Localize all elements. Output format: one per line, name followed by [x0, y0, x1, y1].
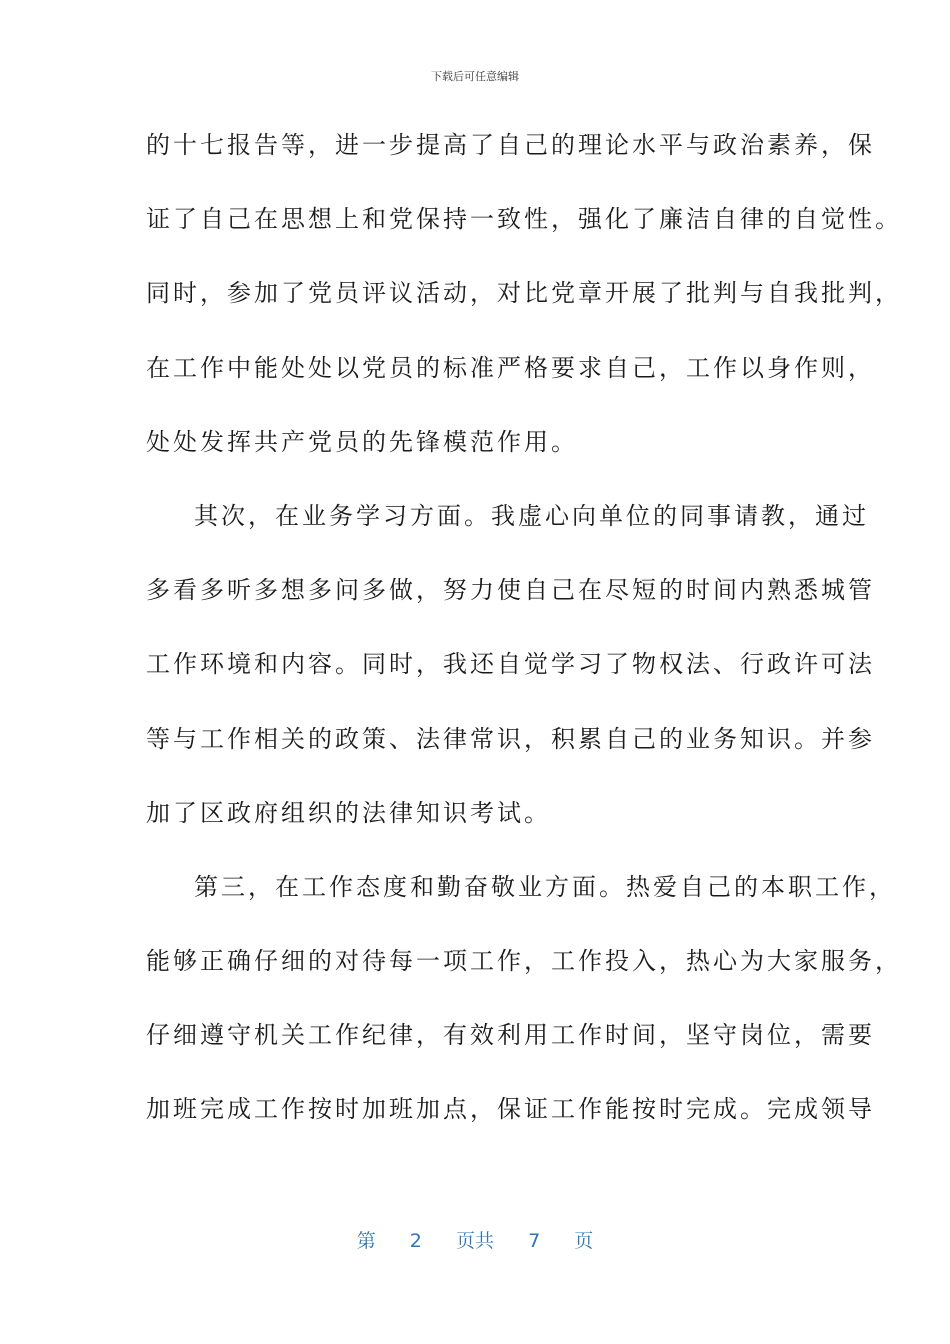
- total-pages-number: 7: [528, 1230, 541, 1252]
- text-line: 第三，在工作态度和勤奋敬业方面。热爱自己的本职工作，: [194, 872, 896, 901]
- text-line: 其次，在业务学习方面。我虚心向单位的同事请教，通过: [194, 501, 869, 530]
- page-number-footer: [0, 1226, 950, 1253]
- text-line: 仔细遵守机关工作纪律，有效利用工作时间，坚守岗位，需要: [146, 1021, 875, 1050]
- paragraph-1: [146, 120, 902, 491]
- text-line: 加班完成工作按时加班加点，保证工作能按时完成。完成领导: [146, 1095, 875, 1124]
- current-page-number: 2: [409, 1230, 422, 1252]
- text-line: 处处发挥共产党员的先锋模范作用。: [146, 427, 578, 456]
- document-body: [146, 120, 902, 1159]
- text-line: 多看多听多想多问多做，努力使自己在尽短的时间内熟悉城管: [146, 576, 875, 605]
- text-line: 证了自己在思想上和党保持一致性，强化了廉洁自律的自觉性。: [146, 205, 902, 234]
- text-line: 能够正确仔细的对待每一项工作，工作投入，热心为大家服务，: [146, 947, 902, 976]
- paragraph-3: [146, 862, 902, 1159]
- footer-suffix: 页: [574, 1230, 594, 1252]
- page-header: 下载后可任意编辑: [431, 70, 519, 83]
- footer-prefix: 第: [356, 1230, 376, 1252]
- text-line: 等与工作相关的政策、法律常识，积累自己的业务知识。并参: [146, 724, 875, 753]
- text-line: 加了区政府组织的法律知识考试。: [146, 798, 551, 827]
- footer-middle: 页共: [455, 1230, 494, 1252]
- paragraph-2: [146, 491, 875, 862]
- text-line: 在工作中能处处以党员的标准严格要求自己，工作以身作则，: [146, 353, 875, 382]
- text-line: 同时，参加了党员评议活动，对比党章开展了批判与自我批判，: [146, 279, 902, 308]
- text-line: 的十七报告等，进一步提高了自己的理论水平与政治素养，保: [146, 131, 875, 159]
- text-line: 工作环境和内容。同时，我还自觉学习了物权法、行政许可法: [146, 650, 875, 679]
